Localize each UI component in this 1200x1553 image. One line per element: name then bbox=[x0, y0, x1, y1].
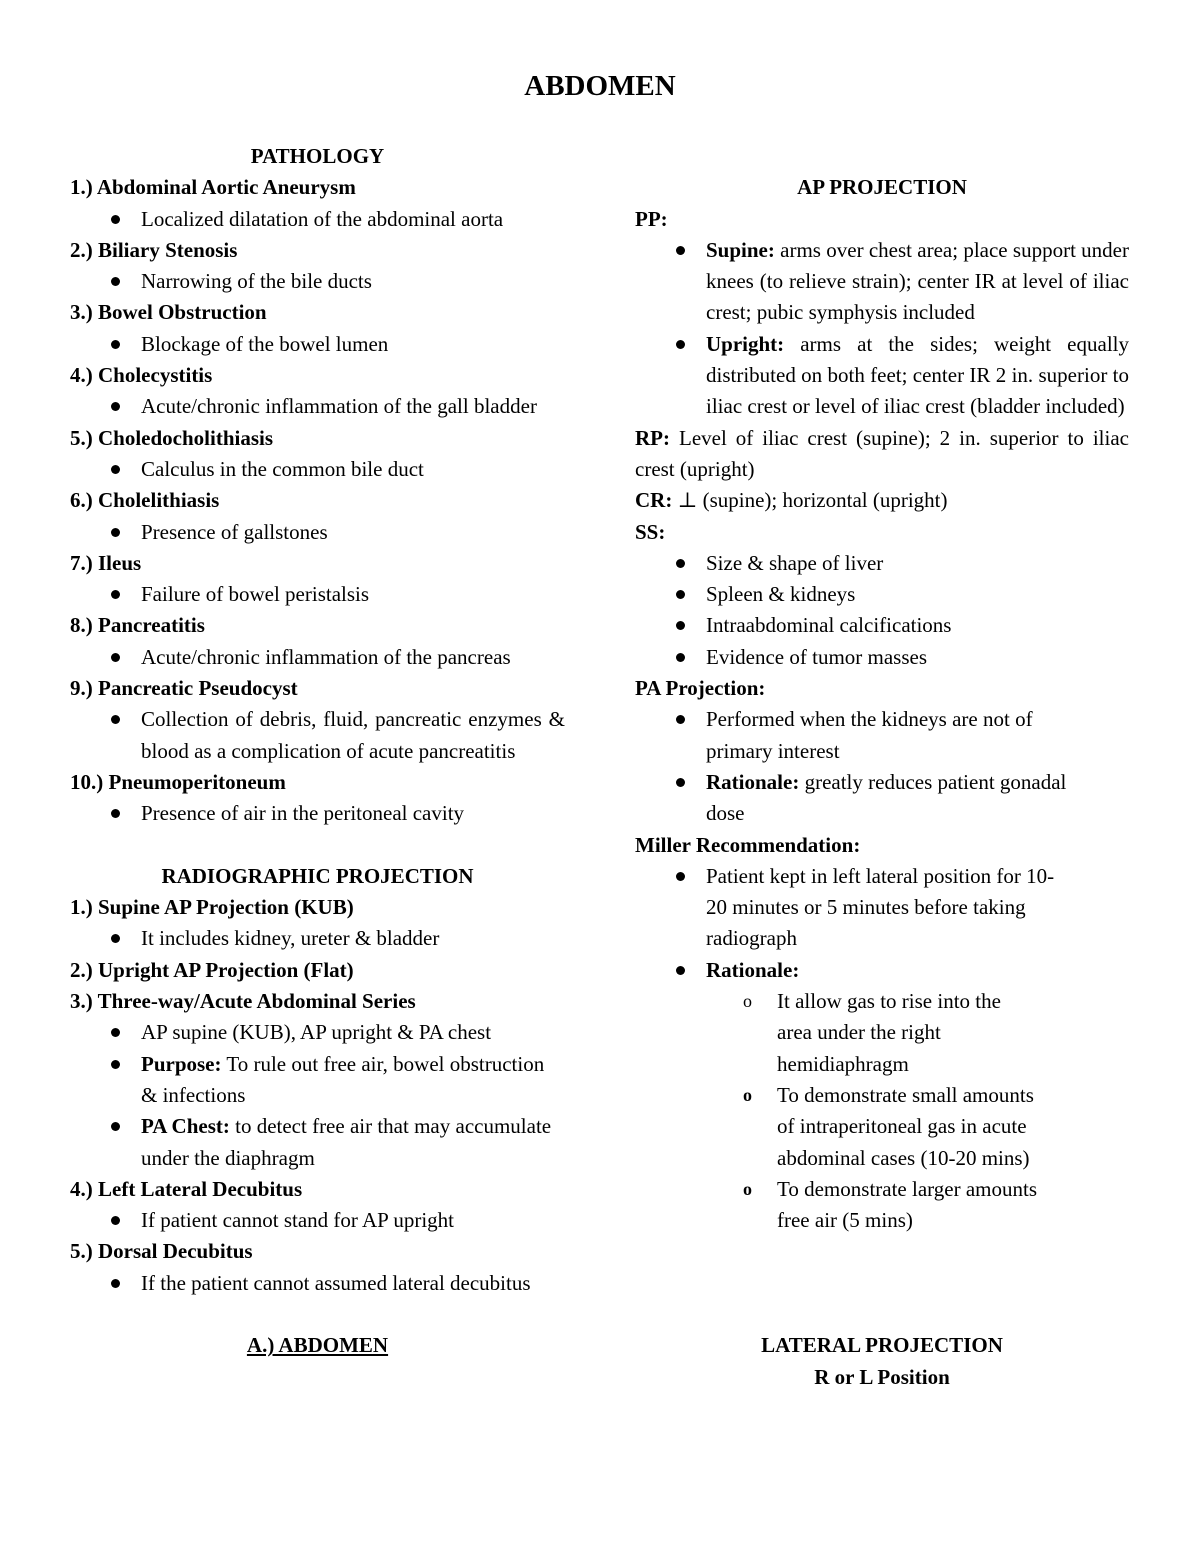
list-item: Localized dilatation of the abdominal aorta bbox=[141, 204, 565, 235]
sub-list-item-text: To demonstrate small amounts of intraperitoneal gas in acute abdominal cases (10-20 mins) bbox=[777, 1082, 1034, 1170]
sub-list-item bbox=[743, 1080, 1039, 1174]
pathology-heading: PATHOLOGY bbox=[250, 144, 385, 168]
list-item: Collection of debris, fluid, pancreatic enzymes & blood as a complication of acute pancreatitis bbox=[141, 704, 565, 767]
spacer bbox=[70, 1299, 565, 1330]
pathology-item-heading: 4.) Cholecystitis bbox=[70, 363, 213, 388]
circle-marker-icon: o bbox=[743, 1084, 752, 1105]
bullet-list bbox=[70, 923, 565, 954]
list-item: Spleen & kidneys bbox=[706, 579, 1129, 610]
pathology-item-heading: 2.) Biliary Stenosis bbox=[70, 237, 238, 262]
list-item: Narrowing of the bile ducts bbox=[141, 266, 565, 297]
list-item-text: arms over chest area; place support under knees (to relieve strain); center IR at level of iliac crest; pubic symphysis included bbox=[706, 237, 1129, 325]
spacer bbox=[635, 1236, 1129, 1330]
rp-line bbox=[635, 423, 1129, 486]
list-item-text: to detect free air that may accumulate under the diaphragm bbox=[141, 1114, 552, 1170]
projection-item-heading: 5.) Dorsal Decubitus bbox=[70, 1239, 253, 1264]
list-item-text: To rule out free air, bowel obstruction & infections bbox=[141, 1051, 545, 1107]
list-item: Calculus in the common bile duct bbox=[141, 454, 565, 485]
list-item: Acute/chronic inflammation of the gall bladder bbox=[141, 391, 565, 422]
bullet-list bbox=[70, 579, 565, 610]
list-item: Size & shape of liver bbox=[706, 548, 1129, 579]
cr-label: CR: bbox=[635, 488, 673, 513]
sub-list-item-text: To demonstrate larger amounts free air (5 mins) bbox=[777, 1176, 1037, 1233]
bullet-list bbox=[635, 235, 1129, 423]
bullet-list bbox=[70, 1268, 565, 1299]
bullet-list bbox=[70, 704, 565, 767]
left-column bbox=[70, 141, 565, 1362]
circle-marker-icon: o bbox=[743, 1178, 752, 1199]
list-item: Presence of gallstones bbox=[141, 517, 565, 548]
section-heading-abdomen: A.) ABDOMEN bbox=[246, 1333, 389, 1358]
list-item: It includes kidney, ureter & bladder bbox=[141, 923, 565, 954]
bullet-list bbox=[70, 517, 565, 548]
list-item: AP supine (KUB), AP upright & PA chest bbox=[141, 1017, 565, 1048]
radiographic-heading: RADIOGRAPHIC PROJECTION bbox=[161, 863, 474, 888]
list-item-label: PA Chest: bbox=[141, 1114, 230, 1139]
bullet-list bbox=[635, 548, 1129, 673]
cr-line bbox=[635, 485, 1129, 516]
pathology-item-heading: 9.) Pancreatic Pseudocyst bbox=[70, 676, 298, 701]
projection-item-heading: 1.) Supine AP Projection (KUB) bbox=[70, 895, 354, 920]
ap-projection-heading: AP PROJECTION bbox=[797, 175, 967, 200]
list-item bbox=[706, 767, 1089, 830]
pa-projection-label: PA Projection: bbox=[635, 676, 766, 701]
list-item bbox=[706, 329, 1129, 423]
pathology-item-heading: 3.) Bowel Obstruction bbox=[70, 300, 267, 325]
list-item bbox=[706, 955, 1069, 1237]
rp-text: Level of iliac crest (supine); 2 in. superior to iliac crest (upright) bbox=[635, 425, 1129, 481]
bullet-list bbox=[70, 642, 565, 673]
spacer bbox=[70, 830, 565, 861]
list-item: Blockage of the bowel lumen bbox=[141, 329, 565, 360]
list-item bbox=[141, 1111, 565, 1174]
sub-list-item bbox=[743, 986, 1039, 1080]
bullet-list bbox=[70, 391, 565, 422]
list-item: If the patient cannot assumed lateral decubitus bbox=[141, 1268, 565, 1299]
list-item-label: Rationale: bbox=[706, 957, 800, 982]
pathology-item-heading: 7.) Ileus bbox=[70, 550, 142, 575]
bullet-list bbox=[70, 1017, 565, 1173]
list-item-label: Upright: bbox=[706, 331, 785, 356]
list-item-label: Purpose: bbox=[141, 1051, 222, 1076]
list-item: Presence of air in the peritoneal cavity bbox=[141, 798, 565, 829]
list-item bbox=[706, 235, 1129, 329]
list-item-label: Rationale: bbox=[706, 769, 800, 794]
ss-label: SS: bbox=[635, 519, 666, 544]
list-item bbox=[141, 1049, 565, 1112]
pathology-item-heading: 1.) Abdominal Aortic Aneurysm bbox=[70, 175, 356, 200]
projection-item-heading: 4.) Left Lateral Decubitus bbox=[70, 1176, 303, 1201]
pathology-item-heading: 8.) Pancreatitis bbox=[70, 613, 205, 638]
list-item-label: Supine: bbox=[706, 237, 775, 262]
cr-text: (supine); horizontal (upright) bbox=[697, 488, 948, 513]
lateral-projection-subheading: R or L Position bbox=[814, 1364, 950, 1389]
list-item: Performed when the kidneys are not of primary interest bbox=[706, 704, 1089, 767]
list-item: Acute/chronic inflammation of the pancreas bbox=[141, 642, 565, 673]
miller-recommendation-label: Miller Recommendation: bbox=[635, 832, 861, 857]
lateral-projection-heading: LATERAL PROJECTION bbox=[761, 1333, 1003, 1358]
sub-list bbox=[706, 986, 1069, 1236]
list-item: If patient cannot stand for AP upright bbox=[141, 1205, 565, 1236]
pathology-item-heading: 6.) Cholelithiasis bbox=[70, 488, 220, 513]
projection-item-heading: 2.) Upright AP Projection (Flat) bbox=[70, 957, 354, 982]
rp-label: RP: bbox=[635, 425, 670, 450]
projection-item-heading: 3.) Three-way/Acute Abdominal Series bbox=[70, 989, 416, 1014]
bullet-list bbox=[635, 704, 1129, 829]
right-column bbox=[635, 141, 1129, 1393]
circle-marker-icon: o bbox=[743, 991, 752, 1012]
pathology-item-heading: 5.) Choledocholithiasis bbox=[70, 425, 274, 450]
list-item: Patient kept in left lateral position for 10-20 minutes or 5 minutes before taking radiograph bbox=[706, 861, 1069, 955]
list-item: Intraabdominal calcifications bbox=[706, 610, 1129, 641]
sub-list-item bbox=[743, 1174, 1039, 1237]
bullet-list bbox=[70, 454, 565, 485]
bullet-list bbox=[70, 798, 565, 829]
bullet-list bbox=[70, 329, 565, 360]
sub-list-item-text: It allow gas to rise into the area under the right hemidiaphragm bbox=[777, 989, 1001, 1076]
bullet-list bbox=[635, 861, 1129, 1237]
list-item: Failure of bowel peristalsis bbox=[141, 579, 565, 610]
pathology-item-heading: 10.) Pneumoperitoneum bbox=[70, 769, 286, 794]
bullet-list bbox=[70, 204, 565, 235]
pp-label: PP: bbox=[635, 206, 668, 231]
page-title: ABDOMEN bbox=[524, 70, 676, 102]
spacer bbox=[635, 141, 1129, 172]
list-item-text: arms at the sides; weight equally distributed on both feet; center IR 2 in. superior to iliac crest or level of iliac crest (bladder included) bbox=[706, 331, 1129, 419]
list-item: Evidence of tumor masses bbox=[706, 642, 1129, 673]
list-item-text: greatly reduces patient gonadal dose bbox=[706, 769, 1067, 826]
bullet-list bbox=[70, 266, 565, 297]
perpendicular-symbol: ⊥ bbox=[677, 488, 698, 513]
bullet-list bbox=[70, 1205, 565, 1236]
